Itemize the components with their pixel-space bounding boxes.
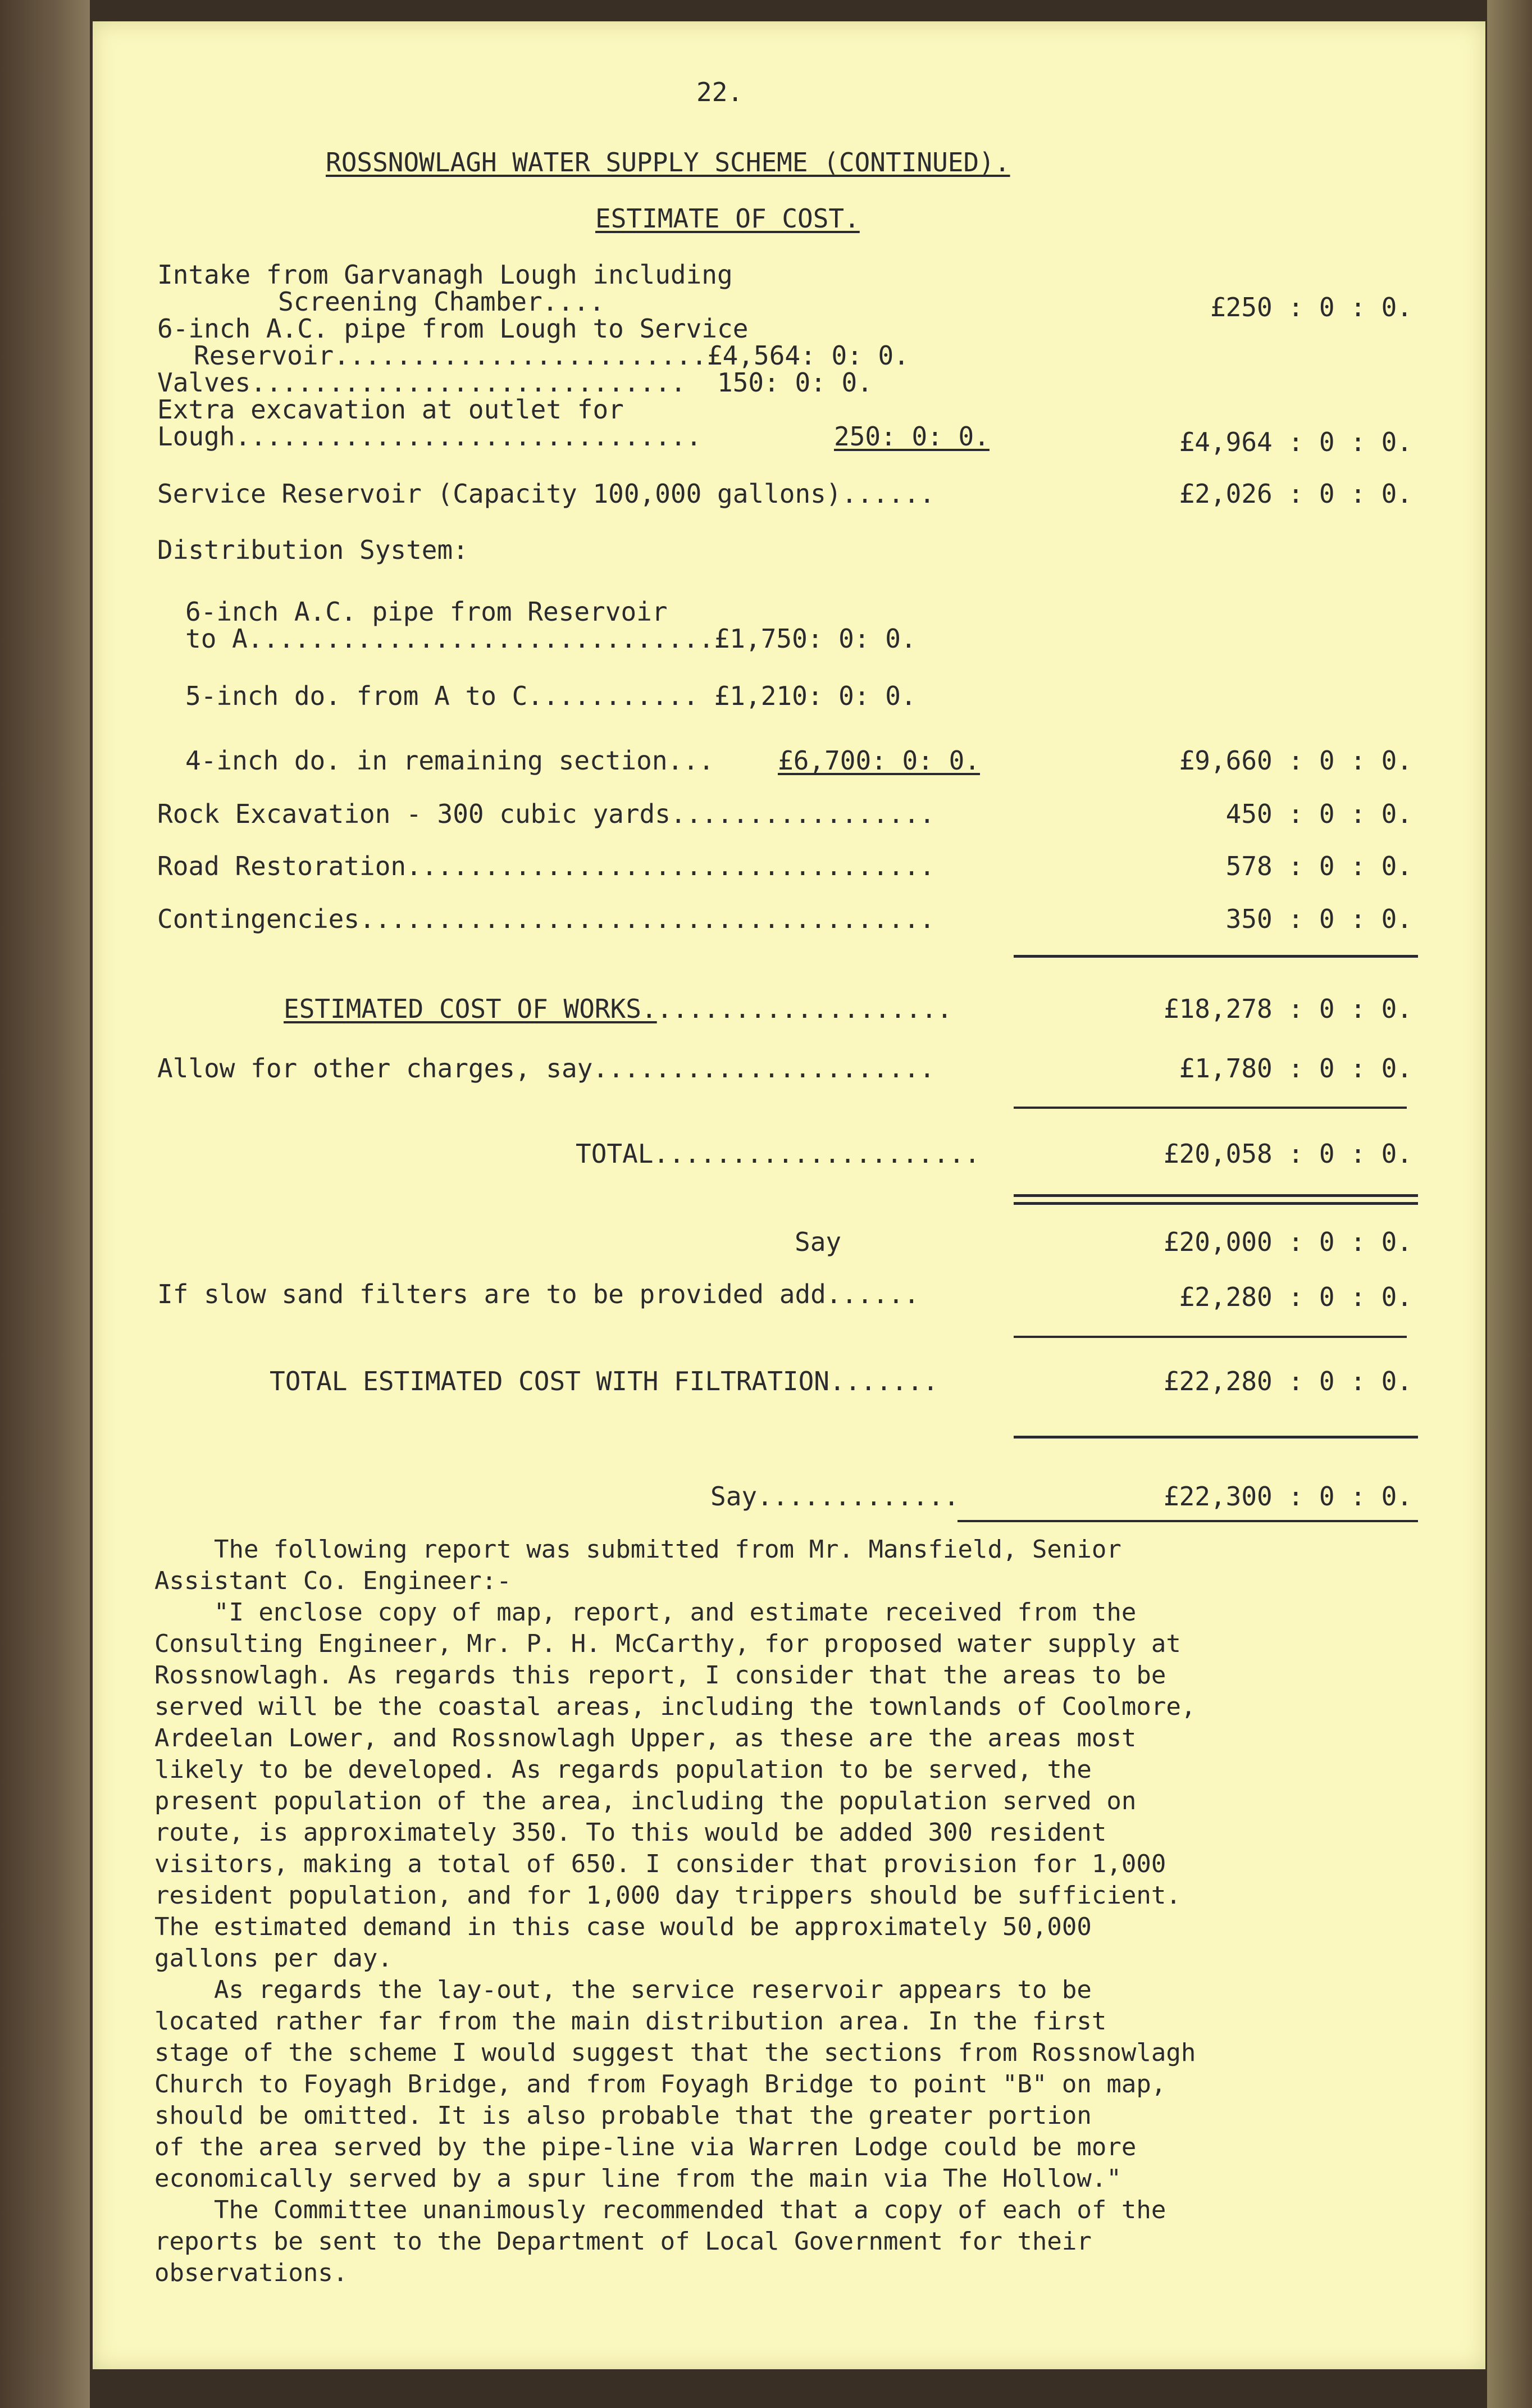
excavation-amount: 250: 0: 0. <box>834 421 990 452</box>
report-line: present population of the area, including the population served on <box>154 1787 1137 1815</box>
distribution-total: £9,660 : 0 : 0. <box>1179 745 1412 776</box>
final-rule <box>1014 1436 1418 1439</box>
intake-total: £250 : 0 : 0. <box>1210 292 1412 322</box>
report-line: served will be the coastal areas, including the townlands of Coolmore, <box>154 1692 1196 1721</box>
report-line: The Committee unanimously recommended that a copy of each of the <box>154 2196 1166 2224</box>
works-label: ESTIMATED COST OF WORKS. <box>284 994 657 1024</box>
intake-line-2: Screening Chamber.... <box>278 286 605 317</box>
dist-pipe4-line: 4-inch do. in remaining section... <box>185 745 714 776</box>
works-line <box>284 994 952 1023</box>
filters-line: If slow sand filters are to be provided add...... <box>157 1279 920 1309</box>
say-value-2: £22,300 : 0 : 0. <box>1163 1481 1412 1512</box>
double-rule-bottom <box>1014 1202 1418 1205</box>
subtotal-rule <box>1014 955 1418 958</box>
report-line: gallons per day. <box>154 1944 393 1973</box>
estimate-heading: ESTIMATE OF COST. <box>595 203 860 234</box>
book-binding-right <box>1487 0 1532 2408</box>
filtration-label: TOTAL ESTIMATED COST WITH FILTRATION....... <box>270 1366 938 1396</box>
works-dots: ................... <box>656 994 952 1024</box>
excavation-line-2: Lough.............................. <box>157 421 702 452</box>
rock-excavation-total: 450 : 0 : 0. <box>1225 799 1412 829</box>
document-page <box>93 21 1485 2369</box>
total-value: £20,058 : 0 : 0. <box>1163 1139 1412 1169</box>
pipe-line-1: 6-inch A.C. pipe from Lough to Service <box>157 313 749 344</box>
say-label-1: Say <box>795 1227 842 1257</box>
report-line: resident population, and for 1,000 day trippers should be sufficient. <box>154 1881 1181 1910</box>
report-line: visitors, making a total of 650. I consider that provision for 1,000 <box>154 1850 1166 1878</box>
report-line: Rossnowlagh. As regards this report, I consider that the areas to be <box>154 1661 1166 1690</box>
excavation-line-1: Extra excavation at outlet for <box>157 394 624 425</box>
report-line: The estimated demand in this case would be approximately 50,000 <box>154 1913 1092 1941</box>
report-line: stage of the scheme I would suggest that the sections from Rossnowlagh <box>154 2038 1196 2067</box>
report-line: should be omitted. It is also probable that the greater portion <box>154 2101 1092 2130</box>
filtration-total: £22,280 : 0 : 0. <box>1163 1366 1412 1396</box>
contingencies-line: Contingencies..................................... <box>157 904 935 934</box>
report-line: observations. <box>154 2259 348 2287</box>
total-label: TOTAL..................... <box>576 1139 981 1169</box>
works-total: £18,278 : 0 : 0. <box>1163 994 1412 1024</box>
dist-pipe6-line-1: 6-inch A.C. pipe from Reservoir <box>185 597 668 627</box>
report-line: "I enclose copy of map, report, and estimate received from the <box>154 1598 1137 1627</box>
report-line: located rather far from the main distribution area. In the first <box>154 2007 1107 2036</box>
book-binding-left <box>0 0 90 2408</box>
dist-pipe6-line-2: to A..............................£1,750: 0: 0. <box>185 623 917 654</box>
intake-line-1: Intake from Garvanagh Lough including <box>157 260 733 290</box>
say-value-1: £20,000 : 0 : 0. <box>1163 1227 1412 1257</box>
report-line: likely to be developed. As regards population to be served, the <box>154 1755 1092 1784</box>
dist-pipe5-line: 5-inch do. from A to C........... £1,210: 0: 0. <box>185 681 917 711</box>
dist-pipe4-amount: £6,700: 0: 0. <box>778 745 981 776</box>
pipe-line-2: Reservoir........................£4,564: 0: 0. <box>194 340 909 371</box>
other-charges-line: Allow for other charges, say...................... <box>157 1053 935 1084</box>
page-number: 22. <box>696 77 744 107</box>
report-line: route, is approximately 350. To this would be added 300 resident <box>154 1818 1107 1847</box>
report-rule <box>957 1520 1418 1522</box>
distribution-heading: Distribution System: <box>157 535 468 565</box>
report-line: Ardeelan Lower, and Rossnowlagh Upper, as these are the areas most <box>154 1724 1137 1752</box>
report-line: reports be sent to the Department of Local Government for their <box>154 2227 1092 2256</box>
report-line: Consulting Engineer, Mr. P. H. McCarthy, for proposed water supply at <box>154 1629 1181 1658</box>
lough-total: £4,964 : 0 : 0. <box>1179 427 1412 457</box>
report-line: Assistant Co. Engineer:- <box>154 1567 512 1595</box>
service-reservoir-line: Service Reservoir (Capacity 100,000 gallons)...... <box>157 479 935 509</box>
other-charges-total: £1,780 : 0 : 0. <box>1179 1053 1412 1084</box>
double-rule-top <box>1014 1194 1418 1197</box>
rock-excavation-line: Rock Excavation - 300 cubic yards................. <box>157 799 935 829</box>
document-title: ROSSNOWLAGH WATER SUPPLY SCHEME (CONTINUED). <box>326 147 1010 177</box>
filtration-rule <box>1014 1336 1407 1338</box>
filters-total: £2,280 : 0 : 0. <box>1179 1282 1412 1312</box>
total-rule <box>1014 1107 1407 1109</box>
report-line: As regards the lay-out, the service reservoir appears to be <box>154 1975 1092 2004</box>
road-restoration-line: Road Restoration.................................. <box>157 851 935 881</box>
contingencies-total: 350 : 0 : 0. <box>1225 904 1412 934</box>
service-reservoir-total: £2,026 : 0 : 0. <box>1179 479 1412 509</box>
road-restoration-total: 578 : 0 : 0. <box>1225 851 1412 881</box>
report-line: The following report was submitted from Mr. Mansfield, Senior <box>154 1535 1121 1564</box>
report-line: economically served by a spur line from the main via The Hollow." <box>154 2164 1121 2193</box>
report-line: of the area served by the pipe-line via Warren Lodge could be more <box>154 2133 1137 2161</box>
say-label-2: Say............. <box>710 1481 960 1512</box>
valves-line: Valves............................ 150: 0: 0. <box>157 367 873 398</box>
report-line: Church to Foyagh Bridge, and from Foyagh Bridge to point "B" on map, <box>154 2070 1166 2099</box>
